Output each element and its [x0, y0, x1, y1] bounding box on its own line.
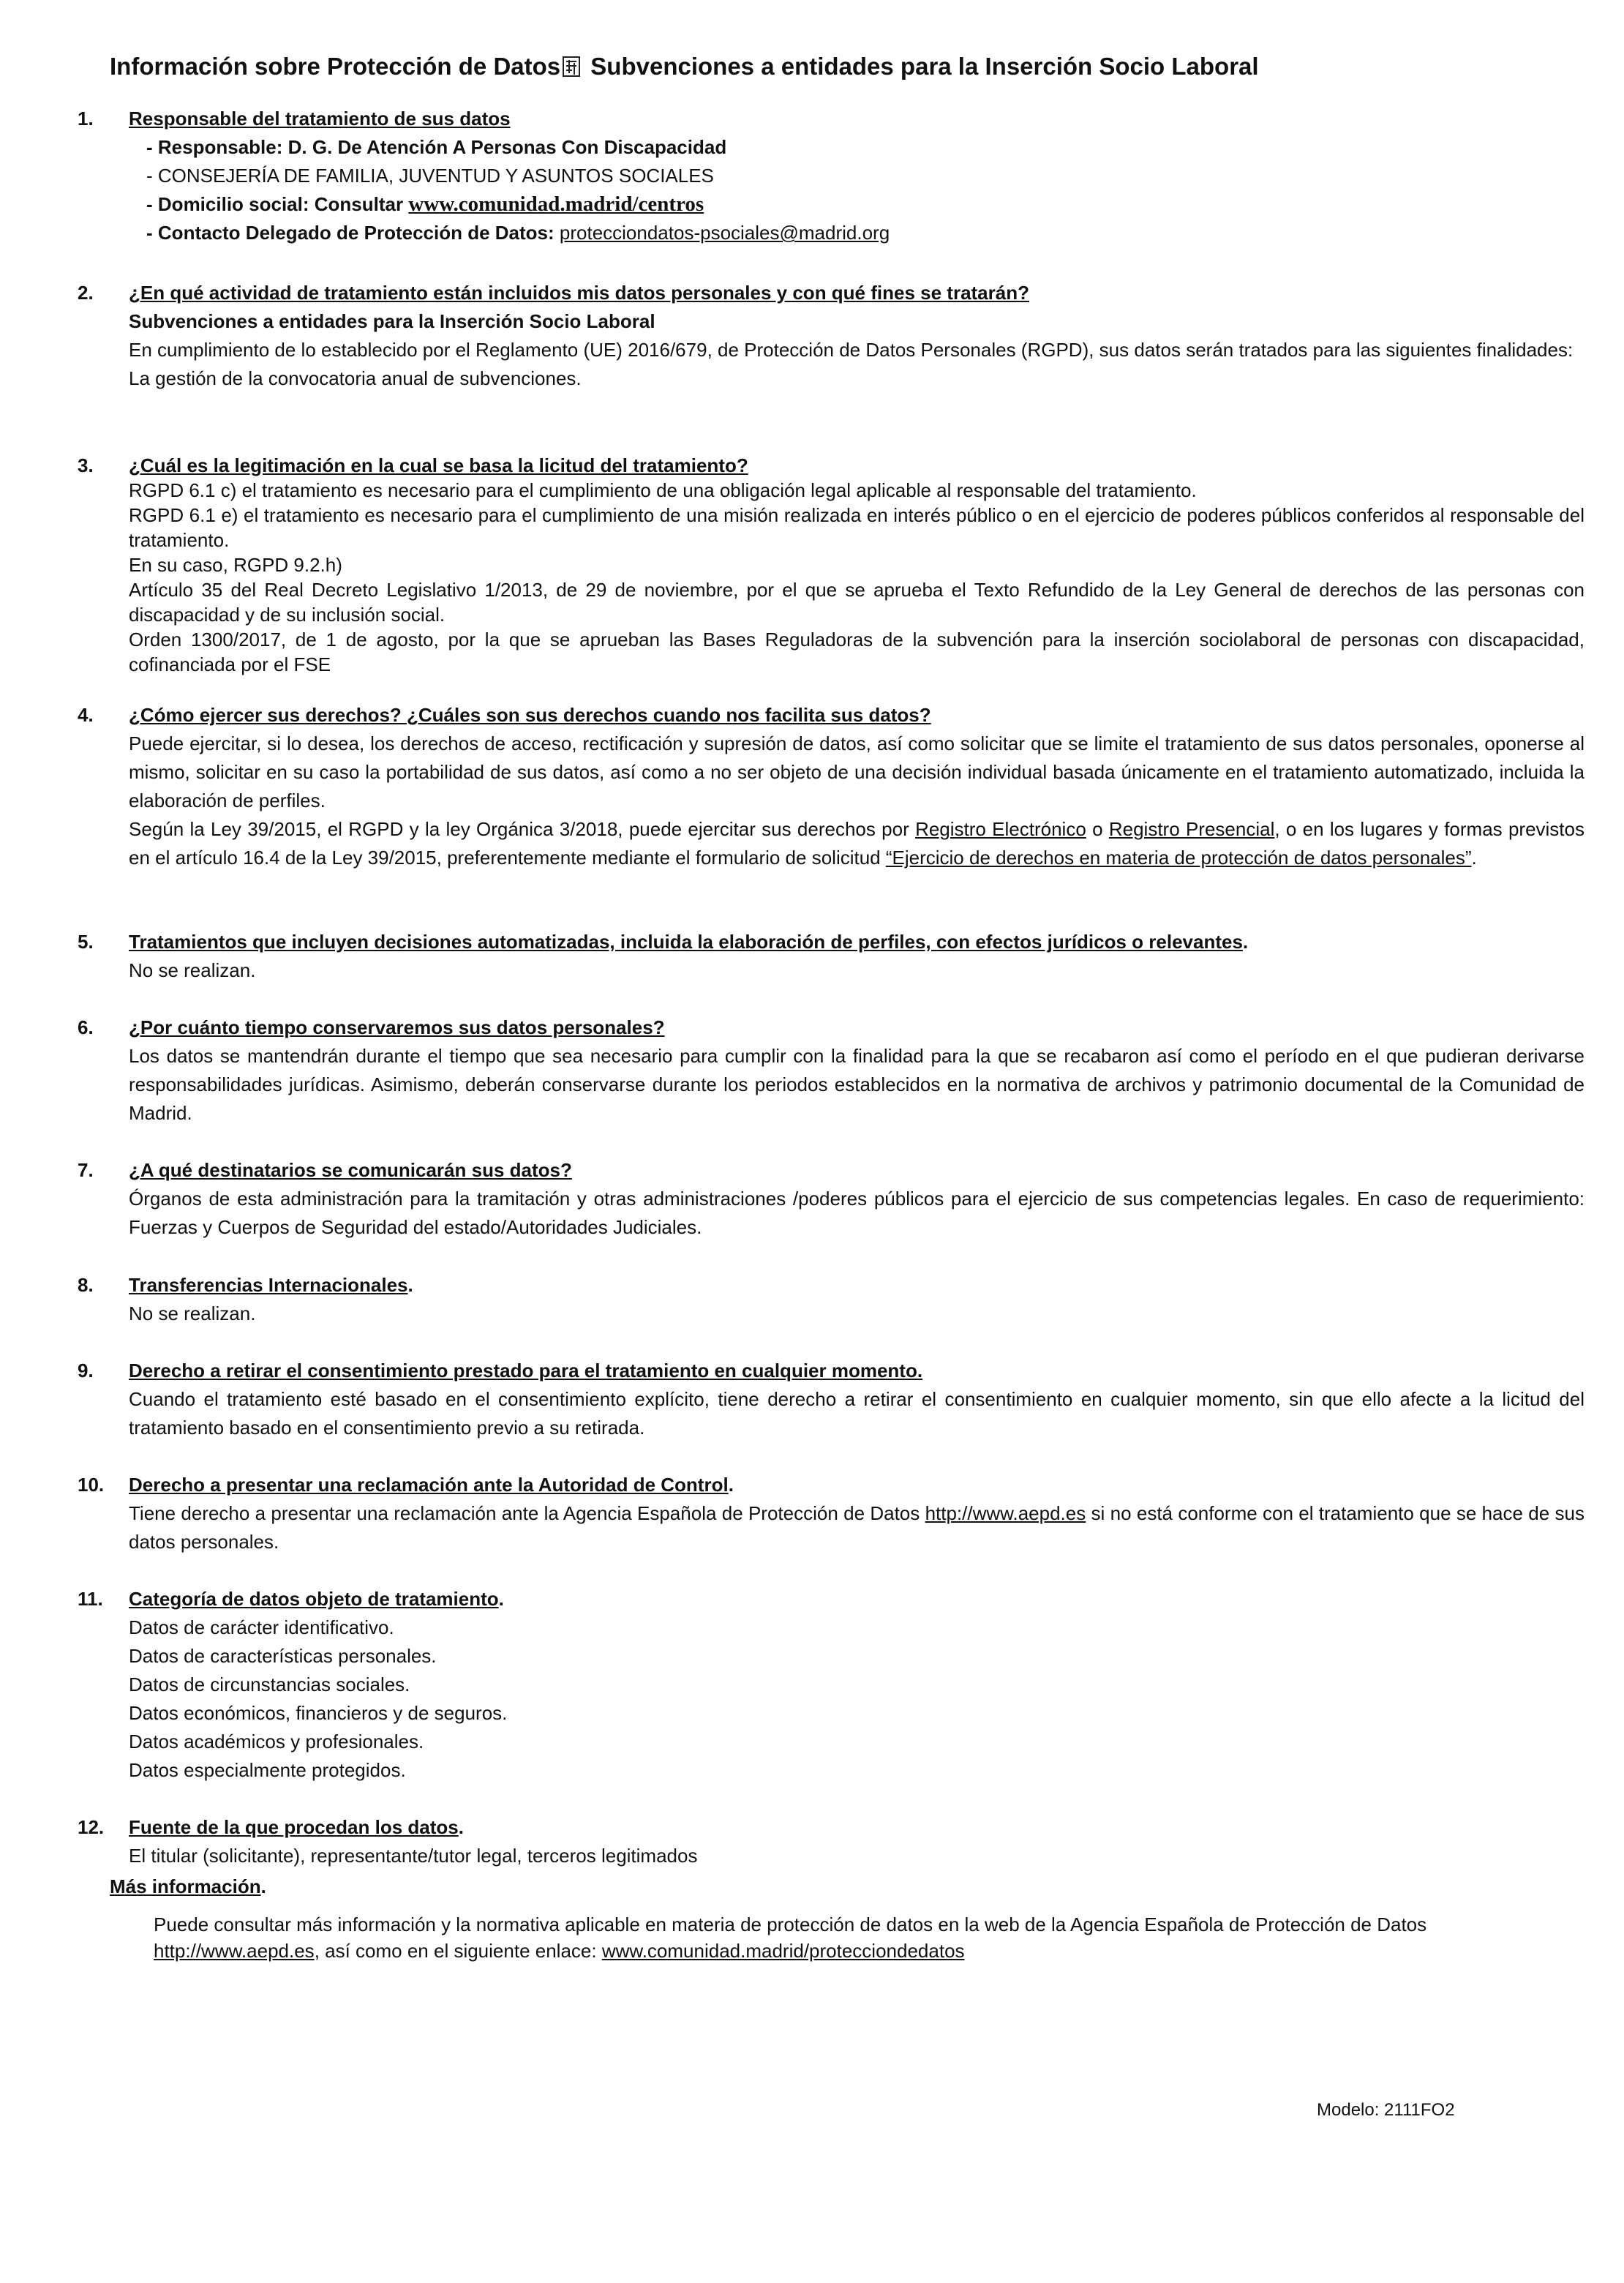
heading-text: Más información: [110, 1875, 261, 1897]
section-number: 12.: [78, 1816, 105, 1838]
more-info-heading: [110, 1875, 266, 1898]
section-subheading: Subvenciones a entidades para la Inserción Socio Laboral: [129, 310, 655, 332]
section-number: 3.: [78, 454, 94, 476]
text-run: Puede consultar más información y la normativa aplicable en materia de protección de datos en la web de la Agencia Española de Protección de Datos: [154, 1913, 1427, 1935]
section-2: [78, 279, 1584, 393]
heading-end: .: [458, 1816, 464, 1838]
section-7: [78, 1156, 1584, 1242]
comunidad-proteccion-link[interactable]: www.comunidad.madrid/protecciondedatos: [601, 1940, 965, 1962]
heading-text: Categoría de datos objeto de tratamiento: [129, 1588, 499, 1610]
section-heading: Derecho a retirar el consentimiento prestado para el tratamiento en cualquier momento.: [129, 1360, 923, 1382]
section-number: 4.: [78, 704, 94, 726]
heading-text: Tratamientos que incluyen decisiones automatizadas, incluida la elaboración de perfiles, con efectos jurídicos o relevantes: [129, 931, 1243, 953]
section-5: [78, 928, 1584, 985]
section-1: [78, 105, 1584, 247]
section-number: 1.: [78, 108, 94, 130]
heading-end: .: [260, 1875, 266, 1897]
centros-link[interactable]: www.comunidad.madrid/centros: [408, 192, 704, 216]
model-code: Modelo: 2111FO2: [1317, 2100, 1455, 2120]
text-run: , o en los lugares y formas previstos en el artículo 16.4 de la Ley 39/2015, preferentemente mediante el formulario de solicitud: [129, 818, 1584, 869]
more-info-paragraph: [154, 1911, 1529, 1964]
heading-end: .: [1242, 931, 1249, 953]
section-4: [78, 701, 1584, 872]
heading-text: Derecho a presentar una reclamación ante la Autoridad de Control: [129, 1474, 729, 1496]
garbled-glyph-icon: [562, 56, 581, 78]
list-item: Datos de circunstancias sociales.: [129, 1673, 410, 1695]
dash: -: [146, 222, 153, 244]
document-title: [110, 53, 1259, 80]
section-paragraph: Orden 1300/2017, de 1 de agosto, por la que se aprueban las Bases Reguladoras de la subvención para la inserción sociolaboral de personas con discapacidad, cofinanciada por el FSE: [129, 629, 1584, 675]
section-heading: [129, 1271, 1584, 1300]
responsable-line: [129, 133, 1584, 162]
section-8: [78, 1271, 1584, 1328]
dash: -: [146, 165, 153, 187]
section-number: 9.: [78, 1360, 94, 1382]
section-heading: ¿Cómo ejercer sus derechos? ¿Cuáles son sus derechos cuando nos facilita sus datos?: [129, 704, 931, 726]
section-paragraph: Órganos de esta administración para la tramitación y otras administraciones /poderes públicos para el ejercicio de sus competencias legales. En caso de requerimiento: Fuerzas y Cuerpos de Seguridad del estado/Autoridades Judiciales.: [129, 1188, 1584, 1238]
dpo-email-link[interactable]: protecciondatos-psociales@madrid.org: [559, 222, 890, 244]
section-paragraph: RGPD 6.1 c) el tratamiento es necesario para el cumplimiento de una obligación legal aplicable al responsable del tratamiento.: [129, 479, 1197, 501]
heading-end: .: [728, 1474, 734, 1496]
section-paragraph: No se realizan.: [129, 959, 256, 981]
section-heading: [129, 1813, 1584, 1842]
section-paragraph: En su caso, RGPD 9.2.h): [129, 554, 342, 576]
heading-text: Fuente de la que procedan los datos: [129, 1816, 459, 1838]
dash: -: [146, 193, 153, 215]
text-run: o: [1086, 818, 1109, 840]
aepd-link[interactable]: http://www.aepd.es: [154, 1940, 315, 1962]
section-paragraph: [129, 815, 1584, 872]
registro-presencial-link[interactable]: Registro Presencial: [1108, 818, 1275, 840]
section-number: 2.: [78, 282, 94, 304]
consejeria-line: [129, 162, 1584, 190]
section-12: [78, 1813, 1584, 1870]
list-item: Datos académicos y profesionales.: [129, 1731, 424, 1752]
heading-end: .: [498, 1588, 504, 1610]
section-paragraph: La gestión de la convocatoria anual de subvenciones.: [129, 367, 582, 389]
section-number: 7.: [78, 1159, 94, 1181]
section-paragraph: En cumplimiento de lo establecido por el Reglamento (UE) 2016/679, de Protección de Datos Personales (RGPD), sus datos serán tratados para las siguientes finalidades:: [129, 339, 1574, 361]
section-paragraph: El titular (solicitante), representante/tutor legal, terceros legitimados: [129, 1845, 698, 1867]
list-item: Datos de carácter identificativo.: [129, 1616, 394, 1638]
section-paragraph: Puede ejercitar, si lo desea, los derechos de acceso, rectificación y supresión de datos, así como solicitar que se limite el tratamiento de sus datos personales, oponerse al mismo, solicitar en su caso la portabilidad de sus datos, así como a no ser objeto de una decisión individual basada únicamente en el tratamiento automatizado, incluida la elaboración de perfiles.: [129, 732, 1584, 811]
section-9: [78, 1357, 1584, 1442]
section-number: 5.: [78, 931, 94, 953]
section-heading: [129, 1585, 1584, 1613]
section-10: [78, 1471, 1584, 1556]
section-paragraph: Artículo 35 del Real Decreto Legislativo 1/2013, de 29 de noviembre, por el que se aprueba el Texto Refundido de la Ley General de derechos de las personas con discapacidad y de su inclusión social.: [129, 579, 1584, 626]
domicilio-line: [129, 190, 1584, 219]
section-paragraph: Los datos se mantendrán durante el tiempo que sea necesario para cumplir con la finalidad para la que se recabaron así como el período en el que pudieran derivarse responsabilidades jurídicas. Asimismo, deberán conservarse durante los periodos establecidos en la normativa de archivos y patrimonio documental de la Comunidad de Madrid.: [129, 1045, 1584, 1124]
text-run: Tiene derecho a presentar una reclamación ante la Agencia Española de Protección de Datos: [129, 1502, 925, 1524]
section-3: [78, 453, 1584, 677]
responsable-text: Responsable: D. G. De Atención A Personas Con Discapacidad: [157, 136, 727, 158]
registro-electronico-link[interactable]: Registro Electrónico: [915, 818, 1086, 840]
section-6: [78, 1013, 1584, 1128]
title-text-part2: Subvenciones a entidades para la Inserción Socio Laboral: [584, 53, 1259, 80]
section-heading: ¿A qué destinatarios se comunicarán sus datos?: [129, 1159, 572, 1181]
aepd-link[interactable]: http://www.aepd.es: [925, 1502, 1086, 1524]
domicilio-label: Domicilio social: Consultar: [157, 193, 409, 215]
text-run: .: [1471, 847, 1477, 869]
section-heading: [129, 928, 1584, 956]
heading-end: .: [407, 1274, 413, 1296]
section-heading: Responsable del tratamiento de sus datos: [129, 108, 511, 130]
section-paragraph: RGPD 6.1 e) el tratamiento es necesario para el cumplimiento de una misión realizada en interés público o en el ejercicio de poderes públicos conferidos al responsable del tratamiento.: [129, 504, 1584, 551]
text-run: Según la Ley 39/2015, el RGPD y la ley Orgánica 3/2018, puede ejercitar sus derechos por: [129, 818, 916, 840]
section-number: 11.: [78, 1588, 103, 1610]
section-paragraph: No se realizan.: [129, 1302, 256, 1324]
section-number: 10.: [78, 1474, 105, 1496]
consejeria-text: CONSEJERÍA DE FAMILIA, JUVENTUD Y ASUNTOS SOCIALES: [157, 165, 714, 187]
formulario-derechos-link[interactable]: “Ejercicio de derechos en materia de protección de datos personales”: [885, 847, 1472, 869]
section-heading: ¿Cuál es la legitimación en la cual se basa la licitud del tratamiento?: [129, 454, 748, 476]
contacto-line: [129, 219, 1584, 247]
contacto-label: Contacto Delegado de Protección de Datos:: [157, 222, 560, 244]
section-heading: ¿En qué actividad de tratamiento están incluidos mis datos personales y con qué fines se tratarán?: [129, 282, 1029, 304]
list-item: Datos especialmente protegidos.: [129, 1759, 406, 1781]
text-run: si no está conforme con el tratamiento que se hace de sus datos personales.: [129, 1502, 1584, 1553]
section-heading: [129, 1471, 1584, 1499]
section-paragraph: Cuando el tratamiento esté basado en el consentimiento explícito, tiene derecho a retirar el consentimiento en cualquier momento, sin que ello afecte a la licitud del tratamiento basado en el consentimiento previo a su retirada.: [129, 1388, 1584, 1439]
title-text-part1: Información sobre Protección de Datos: [110, 53, 561, 80]
list-item: Datos de características personales.: [129, 1645, 437, 1667]
section-number: 6.: [78, 1016, 94, 1038]
list-item: Datos económicos, financieros y de seguros.: [129, 1702, 508, 1724]
section-paragraph: [129, 1499, 1584, 1556]
heading-text: Transferencias Internacionales: [129, 1274, 408, 1296]
section-11: [78, 1585, 1584, 1785]
section-heading: ¿Por cuánto tiempo conservaremos sus datos personales?: [129, 1016, 665, 1038]
text-run: , así como en el siguiente enlace:: [314, 1940, 602, 1962]
section-number: 8.: [78, 1274, 94, 1296]
dash: -: [146, 136, 153, 158]
